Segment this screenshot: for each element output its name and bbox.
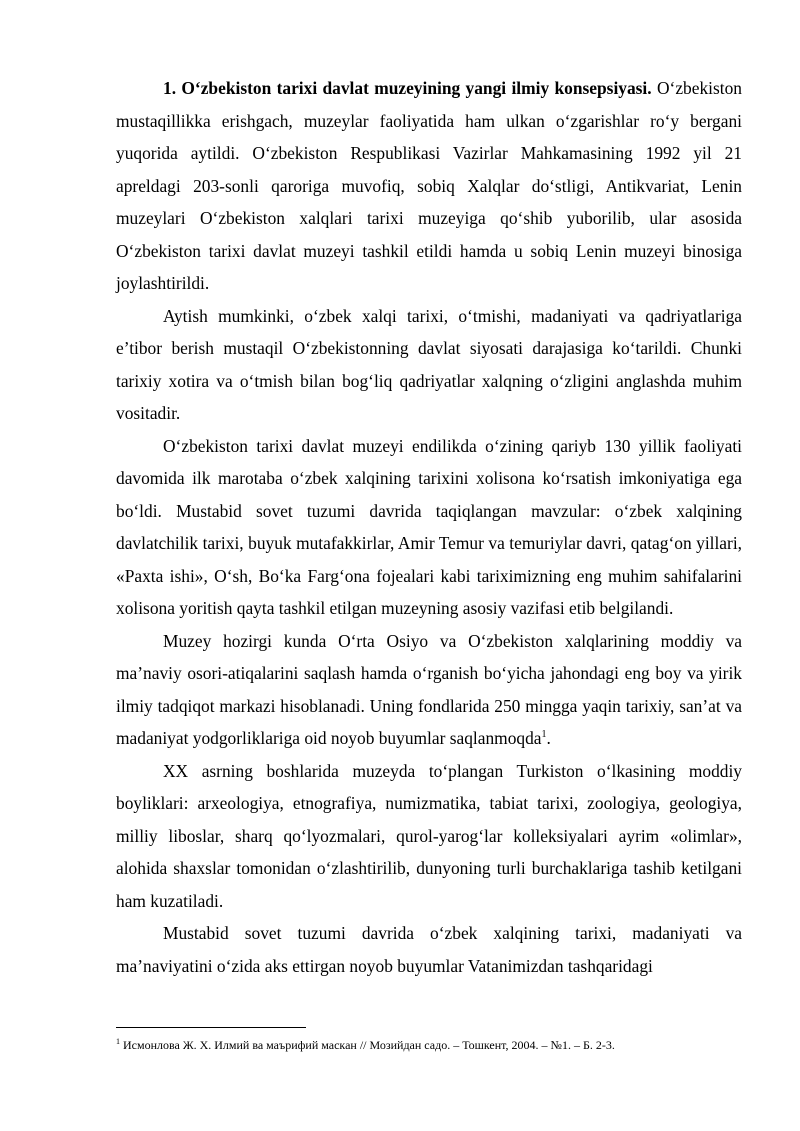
footnote-separator (116, 1027, 306, 1028)
section-title: O‘zbekiston tarixi davlat muzeyining yangi ilmiy konsepsiyasi. (181, 78, 652, 98)
paragraph-4-text: Muzey hozirgi kunda O‘rta Osiyo va O‘zbekiston xalqlarining moddiy va ma’naviy osori-atiqalarini saqlash hamda o‘rganish bo‘yicha jahondagi eng boy va yirik ilmiy tadqiqot markazi hisoblanadi. Uning fondlarida 250 mingga yaqin tarixiy, san’at va madaniyat yodgorliklariga oid noyob buyumlar saqlanmoqda (116, 630, 742, 748)
footnote-text: Исмонлова Ж. Х. Илмий ва маърифий маскан // Мозийдан садо. – Тошкент, 2004. – №1. – Б. 2-3. (120, 1038, 615, 1052)
paragraph-1-text: O‘zbekiston mustaqillikka erishgach, muzeylar faoliyatida ham ulkan o‘zgarishlar ro‘y bergani yuqorida aytildi. O‘zbekiston Respublikasi Vazirlar Mahkamasining 1992 yil 21 apreldagi 203-sonli qaroriga muvofiq, sobiq Xalqlar do‘stligi, Antikvariat, Lenin muzeylari O‘zbekiston xalqlari tarixi muzeyiga qo‘shib yuborilib, ular asosida O‘zbekiston tarixi davlat muzeyi tashkil etildi hamda u sobiq Lenin muzeyi binosiga joylashtirildi. (116, 78, 742, 293)
body-text (116, 72, 742, 982)
paragraph-4-end: . (546, 728, 551, 748)
paragraph-3: O‘zbekiston tarixi davlat muzeyi endilikda o‘zining qariyb 130 yillik faoliyati davomida ilk marotaba o‘zbek xalqining tarixini xolisona ko‘rsatish imkoniyatiga ega bo‘ldi. Mustabid sovet tuzumi davrida taqiqlangan mavzular: o‘zbek xalqining davlatchilik tarixi, buyuk mutafakkirlar, Amir Temur va temuriylar davri, qatag‘on yillari, «Paxta ishi», O‘sh, Bo‘ka Farg‘ona fojealari kabi tariximizning eng muhim sahifalarini xolisona yoritish qayta tashkil etilgan muzeyning asosiy vazifasi etib belgilandi. (116, 435, 742, 618)
section-number: 1. (163, 78, 177, 98)
paragraph-6: Mustabid sovet tuzumi davrida o‘zbek xalqining tarixi, madaniyati va ma’naviyatini o‘zida aks ettirgan noyob buyumlar Vatanimizdan tashqaridagi (116, 923, 742, 976)
paragraph-1 (116, 72, 742, 300)
paragraph-2: Aytish mumkinki, o‘zbek xalqi tarixi, o‘tmishi, madaniyati va qadriyatlariga e’tibor berish mustaqil O‘zbekistonning davlat siyosati darajasiga ko‘tarildi. Chunki tarixiy xotira va o‘tmish bilan bog‘liq qadriyatlar xalqning o‘zligini anglashda muhim vositadir. (116, 305, 742, 423)
footnote-mark: 1 (116, 1037, 120, 1046)
paragraph-5: XX asrning boshlarida muzeyda to‘plangan Turkiston o‘lkasining moddiy boyliklari: arxeologiya, etnografiya, numizmatika, tabiat tarixi, zoologiya, geologiya, milliy liboslar, sharq qo‘lyozmalari, qurol-yarog‘lar kolleksiyalari ayrim «olimlar», alohida shaxslar tomonidan o‘zlashtirilib, dunyoning turli burchaklariga tashib ketilgani ham kuzatiladi. (116, 760, 742, 911)
footnote (116, 1037, 742, 1053)
footnote-reference[interactable]: 1 (541, 729, 547, 741)
paragraph-4 (116, 625, 742, 755)
